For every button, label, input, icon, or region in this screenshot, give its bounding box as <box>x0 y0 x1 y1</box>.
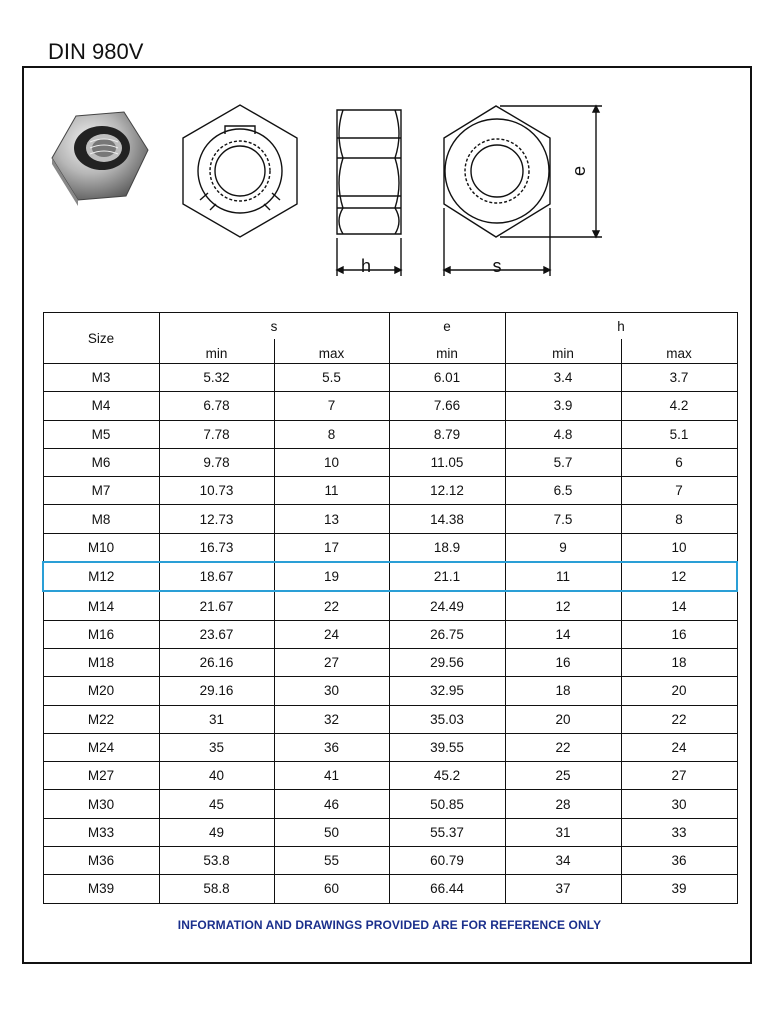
cell-h-min: 34 <box>505 847 621 875</box>
subheader-s-min: min <box>159 339 274 364</box>
cell-size: M20 <box>43 677 159 705</box>
cell-e-min: 14.38 <box>389 505 505 533</box>
dimension-table <box>42 312 738 904</box>
table-row <box>43 705 737 733</box>
cell-s-min: 26.16 <box>159 648 274 676</box>
table-row <box>43 790 737 818</box>
cell-s-min: 45 <box>159 790 274 818</box>
cell-s-max: 60 <box>274 875 389 903</box>
cell-s-max: 41 <box>274 762 389 790</box>
cell-e-min: 50.85 <box>389 790 505 818</box>
cell-e-min: 32.95 <box>389 677 505 705</box>
cell-h-max: 7 <box>621 477 737 505</box>
table-row <box>43 562 737 591</box>
cell-h-max: 3.7 <box>621 364 737 392</box>
table-row <box>43 448 737 476</box>
cell-s-max: 55 <box>274 847 389 875</box>
size-header: Size <box>43 313 159 364</box>
cell-h-max: 16 <box>621 620 737 648</box>
group-header-s: s <box>159 313 389 340</box>
nut-photo <box>52 112 148 206</box>
cell-h-max: 18 <box>621 648 737 676</box>
cell-size: M12 <box>43 562 159 591</box>
table-row <box>43 818 737 846</box>
dimension-label-s: s <box>492 256 502 276</box>
cell-s-min: 12.73 <box>159 505 274 533</box>
cell-h-max: 36 <box>621 847 737 875</box>
cell-h-min: 5.7 <box>505 448 621 476</box>
cell-s-max: 24 <box>274 620 389 648</box>
cell-e-min: 8.79 <box>389 420 505 448</box>
cell-s-max: 32 <box>274 705 389 733</box>
cell-h-max: 4.2 <box>621 392 737 420</box>
cell-s-min: 9.78 <box>159 448 274 476</box>
cell-s-min: 18.67 <box>159 562 274 591</box>
nut-top-view <box>183 105 297 237</box>
cell-size: M7 <box>43 477 159 505</box>
cell-size: M39 <box>43 875 159 903</box>
disclaimer-footer: INFORMATION AND DRAWINGS PROVIDED ARE FOR REFERENCE ONLY <box>177 918 602 932</box>
subheader-e-min: min <box>389 339 505 364</box>
cell-s-max: 36 <box>274 733 389 761</box>
cell-size: M22 <box>43 705 159 733</box>
cell-h-min: 16 <box>505 648 621 676</box>
cell-e-min: 24.49 <box>389 591 505 620</box>
cell-h-max: 6 <box>621 448 737 476</box>
table-row <box>43 533 737 562</box>
nut-front-view <box>444 106 602 276</box>
cell-h-min: 9 <box>505 533 621 562</box>
cell-e-min: 11.05 <box>389 448 505 476</box>
cell-h-max: 24 <box>621 733 737 761</box>
cell-e-min: 55.37 <box>389 818 505 846</box>
cell-size: M14 <box>43 591 159 620</box>
cell-h-max: 20 <box>621 677 737 705</box>
cell-h-min: 6.5 <box>505 477 621 505</box>
table-row <box>43 847 737 875</box>
cell-size: M6 <box>43 448 159 476</box>
subheader-h-min: min <box>505 339 621 364</box>
cell-size: M4 <box>43 392 159 420</box>
table-header-row <box>43 313 737 340</box>
group-header-e: e <box>389 313 505 340</box>
cell-size: M16 <box>43 620 159 648</box>
cell-s-min: 31 <box>159 705 274 733</box>
cell-e-min: 35.03 <box>389 705 505 733</box>
cell-e-min: 39.55 <box>389 733 505 761</box>
cell-s-min: 35 <box>159 733 274 761</box>
cell-size: M27 <box>43 762 159 790</box>
nut-side-view <box>337 110 401 276</box>
table-row <box>43 392 737 420</box>
cell-h-min: 28 <box>505 790 621 818</box>
table-row <box>43 733 737 761</box>
page-title: DIN 980V <box>48 39 144 64</box>
cell-h-max: 14 <box>621 591 737 620</box>
cell-h-max: 33 <box>621 818 737 846</box>
cell-e-min: 26.75 <box>389 620 505 648</box>
cell-h-min: 3.4 <box>505 364 621 392</box>
table-row <box>43 620 737 648</box>
dimension-label-e: e <box>569 165 589 177</box>
cell-h-max: 12 <box>621 562 737 591</box>
cell-h-min: 14 <box>505 620 621 648</box>
cell-h-min: 31 <box>505 818 621 846</box>
table-row <box>43 477 737 505</box>
cell-h-max: 39 <box>621 875 737 903</box>
cell-s-max: 5.5 <box>274 364 389 392</box>
table-row <box>43 677 737 705</box>
cell-h-min: 20 <box>505 705 621 733</box>
cell-h-min: 4.8 <box>505 420 621 448</box>
cell-h-max: 5.1 <box>621 420 737 448</box>
table-row <box>43 420 737 448</box>
cell-s-min: 21.67 <box>159 591 274 620</box>
cell-s-max: 11 <box>274 477 389 505</box>
cell-size: M33 <box>43 818 159 846</box>
cell-s-min: 10.73 <box>159 477 274 505</box>
cell-s-min: 6.78 <box>159 392 274 420</box>
table-body <box>43 364 737 904</box>
cell-h-min: 37 <box>505 875 621 903</box>
cell-h-min: 7.5 <box>505 505 621 533</box>
cell-s-min: 58.8 <box>159 875 274 903</box>
cell-s-max: 27 <box>274 648 389 676</box>
cell-h-max: 10 <box>621 533 737 562</box>
cell-s-min: 7.78 <box>159 420 274 448</box>
cell-size: M36 <box>43 847 159 875</box>
cell-size: M18 <box>43 648 159 676</box>
cell-h-min: 25 <box>505 762 621 790</box>
table-row <box>43 591 737 620</box>
cell-s-min: 29.16 <box>159 677 274 705</box>
cell-h-min: 11 <box>505 562 621 591</box>
cell-size: M24 <box>43 733 159 761</box>
group-header-h: h <box>505 313 737 340</box>
table-row <box>43 875 737 903</box>
cell-h-max: 30 <box>621 790 737 818</box>
cell-s-min: 53.8 <box>159 847 274 875</box>
cell-e-min: 66.44 <box>389 875 505 903</box>
cell-s-max: 22 <box>274 591 389 620</box>
cell-e-min: 18.9 <box>389 533 505 562</box>
dimension-label-h: h <box>360 256 372 276</box>
cell-size: M3 <box>43 364 159 392</box>
cell-h-min: 12 <box>505 591 621 620</box>
cell-h-min: 18 <box>505 677 621 705</box>
cell-h-min: 3.9 <box>505 392 621 420</box>
cell-e-min: 45.2 <box>389 762 505 790</box>
cell-s-min: 16.73 <box>159 533 274 562</box>
table-row <box>43 762 737 790</box>
cell-s-max: 7 <box>274 392 389 420</box>
cell-e-min: 29.56 <box>389 648 505 676</box>
cell-e-min: 21.1 <box>389 562 505 591</box>
cell-size: M30 <box>43 790 159 818</box>
table-row <box>43 648 737 676</box>
cell-size: M10 <box>43 533 159 562</box>
cell-s-min: 40 <box>159 762 274 790</box>
subheader-h-max: max <box>621 339 737 364</box>
cell-s-max: 13 <box>274 505 389 533</box>
cell-s-max: 30 <box>274 677 389 705</box>
cell-s-max: 10 <box>274 448 389 476</box>
cell-e-min: 7.66 <box>389 392 505 420</box>
cell-s-max: 46 <box>274 790 389 818</box>
cell-size: M8 <box>43 505 159 533</box>
cell-h-max: 22 <box>621 705 737 733</box>
cell-size: M5 <box>43 420 159 448</box>
cell-s-min: 23.67 <box>159 620 274 648</box>
cell-h-max: 27 <box>621 762 737 790</box>
subheader-s-max: max <box>274 339 389 364</box>
cell-e-min: 12.12 <box>389 477 505 505</box>
cell-s-max: 8 <box>274 420 389 448</box>
cell-h-min: 22 <box>505 733 621 761</box>
nut-drawings <box>40 98 620 288</box>
table-row <box>43 505 737 533</box>
cell-s-max: 17 <box>274 533 389 562</box>
cell-s-min: 5.32 <box>159 364 274 392</box>
table-row <box>43 364 737 392</box>
cell-s-max: 50 <box>274 818 389 846</box>
cell-s-min: 49 <box>159 818 274 846</box>
cell-e-min: 60.79 <box>389 847 505 875</box>
cell-e-min: 6.01 <box>389 364 505 392</box>
cell-s-max: 19 <box>274 562 389 591</box>
cell-h-max: 8 <box>621 505 737 533</box>
